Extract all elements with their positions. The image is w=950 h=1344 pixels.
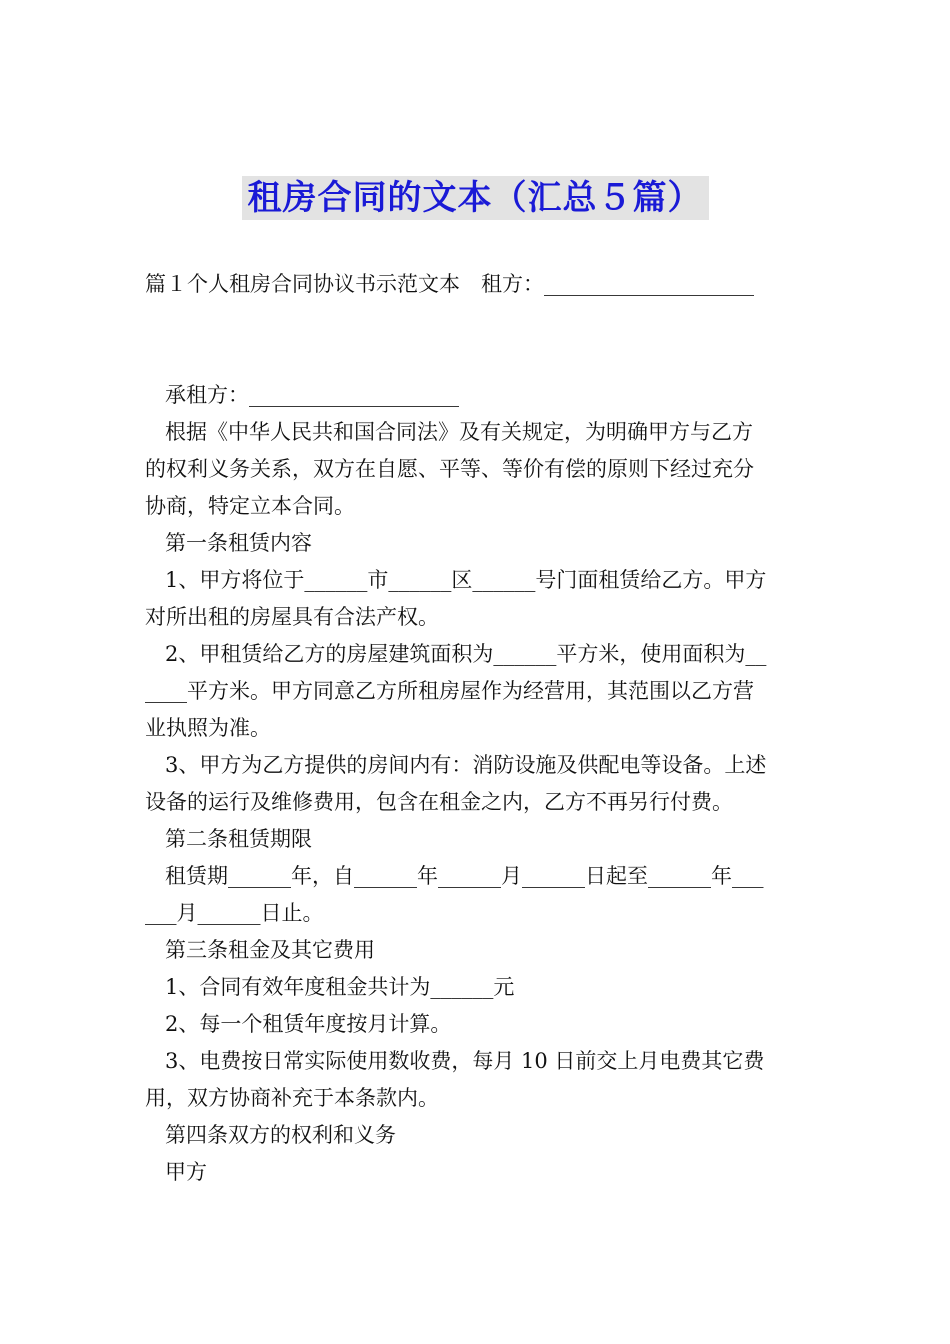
text-line: ___月______日止。: [145, 901, 324, 925]
section-heading: 第四条双方的权利和义务: [165, 1123, 396, 1147]
text-line: 3、甲方为乙方提供的房间内有：消防设施及供配电等设备。上述: [165, 753, 767, 777]
title-wrapper: [0, 176, 950, 220]
text-line: 的权利义务关系，双方在自愿、平等、等价有偿的原则下经过充分: [145, 457, 754, 481]
text-line: 3、电费按日常实际使用数收费，每月 10 日前交上月电费其它费: [165, 1049, 765, 1073]
text-line: 1、甲方将位于______市______区______号门面租赁给乙方。甲方: [165, 568, 767, 592]
text-line: 甲方: [165, 1160, 207, 1184]
document-title: 租房合同的文本（汇总５篇）: [242, 176, 709, 220]
text-line: 用，双方协商补充于本条款内。: [145, 1086, 439, 1110]
text-line: 根据《中华人民共和国合同法》及有关规定，为明确甲方与乙方: [165, 420, 753, 444]
text-line: 对所出租的房屋具有合法产权。: [145, 605, 439, 629]
text-line: 1、合同有效年度租金共计为______元: [165, 975, 515, 999]
text-line: 2、甲租赁给乙方的房屋建筑面积为______平方米，使用面积为__: [165, 642, 767, 666]
text-line: 篇１个人租房合同协议书示范文本 租方：____________________: [145, 272, 754, 296]
text-line: ____平方米。甲方同意乙方所租房屋作为经营用，其范围以乙方营: [145, 679, 754, 703]
text-line: 设备的运行及维修费用，包含在租金之内，乙方不再另行付费。: [145, 790, 733, 814]
text-line: 协商，特定立本合同。: [145, 494, 355, 518]
section-heading: 第三条租金及其它费用: [165, 938, 375, 962]
section-heading: 第二条租赁期限: [165, 827, 312, 851]
text-line: 租赁期______年，自______年______月______日起至______年___: [165, 864, 764, 888]
text-line: 业执照为准。: [145, 716, 271, 740]
section-heading: 第一条租赁内容: [165, 531, 312, 555]
text-line: 承租方：____________________: [165, 383, 459, 407]
text-line: 2、每一个租赁年度按月计算。: [165, 1012, 452, 1036]
